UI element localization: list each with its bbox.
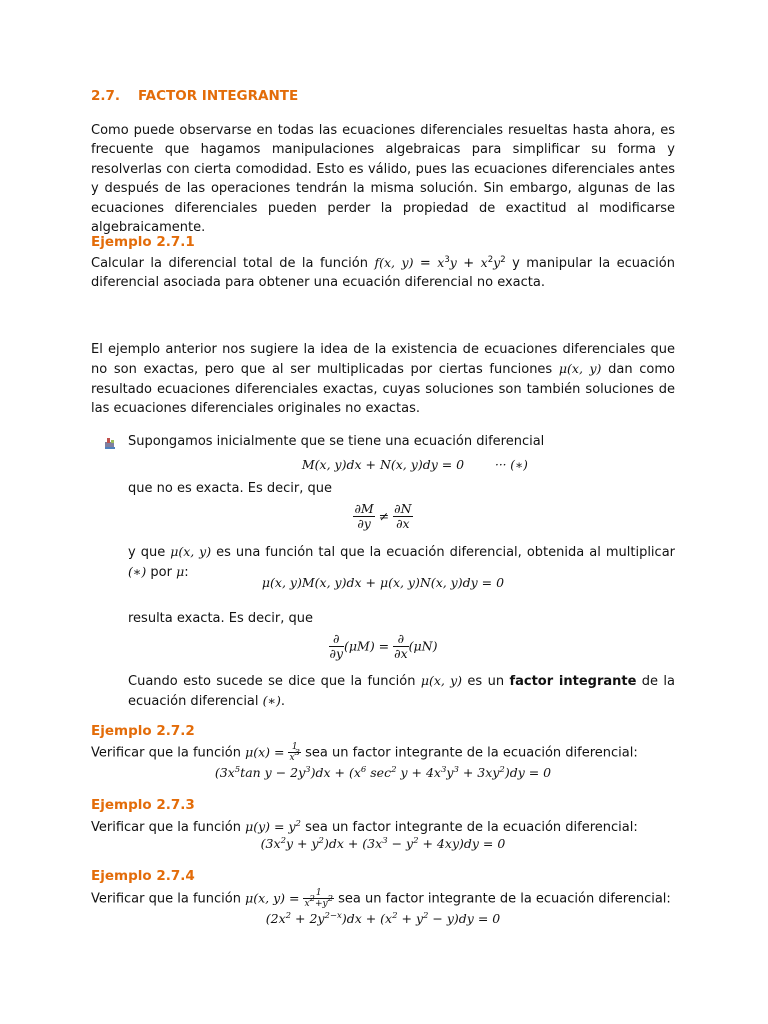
- example-2-equation: ($3x^5\tan$ $y - 2y^3)dx + (x^6$ $\sec^2 y + 4x^3y^3 + 3xy^2)dy = 0$: [214, 765, 552, 780]
- bullet-line-1: Supongamos inicialmente que se tiene una ecuación diferencial: [128, 434, 545, 449]
- exactness-condition: $\frac{\partial}{\partial y}$ (μM) = $\frac{\partial}{\partial x}$ (μN): [329, 631, 438, 662]
- example-3-title: Ejemplo 2.7.3: [91, 797, 195, 813]
- example-4-text: Verificar que la función μ(x, y) = $\frac{1}{x^2+y^2}$ sea un factor integrante de la ecuación diferencial:: [91, 888, 671, 910]
- math-f-def: f: [374, 255, 380, 270]
- example-4-title: Ejemplo 2.7.4: [91, 868, 195, 884]
- example-4-equation: $(2x^2 + 2y^{2-x})dx + (x^2 + y^2 - y)dy = 0$: [265, 911, 501, 926]
- section-title: FACTOR INTEGRANTE: [138, 88, 299, 104]
- paragraph-2: El ejemplo anterior nos sugiere la idea de la existencia de ecuaciones diferenciales que no son exactas, pero que al ser multiplicadas por ciertas funciones μ(x, y) dan como resultado ecuaciones diferenciales exactas, cuyas soluciones son también soluciones de las ecuaciones diferenciales originales no exactas.: [91, 342, 675, 417]
- math-mu-xy: μ(x, y): [558, 361, 602, 377]
- keyword-factor-integrante: factor integrante: [509, 674, 637, 689]
- intro-paragraph: Como puede observarse en todas las ecuaciones diferenciales resueltas hasta ahora, es frecuente que hagamos manipulaciones algebraicas para simplificar su forma y resolverlas con cierta comodidad. Esto es válido, pues las ecuaciones diferenciales antes y después de las operaciones tendrán la misma solución. Sin embargo, algunas de las ecuaciones diferenciales pueden perder la propiedad de exactitud al modificarse algebraicamente.: [91, 123, 675, 236]
- equation-star-label: ··· (∗): [495, 458, 528, 472]
- example-1-title: Ejemplo 2.7.1: [91, 234, 195, 250]
- example-3-equation: $(3x^2y + y^2)dx + (3x^3 - y^2 + 4xy)dy = 0$: [260, 836, 506, 851]
- bullet-line-3: y que μ(x, y) es una función tal que la ecuación diferencial, obtenida al multiplicar (∗) por μ:: [128, 544, 675, 581]
- bullet-line-5: Cuando esto sucede se dice que la función μ(x, y) es un factor integrante de la ecuación diferencial (∗).: [128, 673, 676, 710]
- bullet-icon: [103, 436, 117, 450]
- equation-star: M(x, y)dx + N(x, y)dy = 0: [301, 457, 465, 472]
- example-2-title: Ejemplo 2.7.2: [91, 723, 195, 739]
- example-2-text: Verificar que la función μ(x) = $\frac{1}{x^3}$ sea un factor integrante de la ecuación diferencial:: [91, 742, 638, 764]
- bullet-line-4: resulta exacta. Es decir, que: [128, 611, 314, 626]
- bullet-line-2: que no es exacta. Es decir, que: [128, 481, 332, 496]
- section-number: 2.7.: [91, 88, 121, 104]
- example-1-text: Calcular la diferencial total de la función f(x, $y) = x^3y + x^2y^2$ y manipular la ecuación diferencial asociada para obtener una ecuación diferencial no exacta.: [91, 255, 675, 291]
- inequality-partials: $\frac{\partial M}{\partial y}$ ≠ $\frac{\partial N}{\partial x}$: [354, 501, 412, 532]
- section-heading: [91, 88, 298, 104]
- equation-multiplied: μ(x, y)M(x, y)dx + μ(x, y)N(x, y)dy = 0: [261, 575, 505, 590]
- example-3-text: Verificar que la función $\mu(y) = y^2$ sea un factor integrante de la ecuación diferencial:: [91, 819, 638, 835]
